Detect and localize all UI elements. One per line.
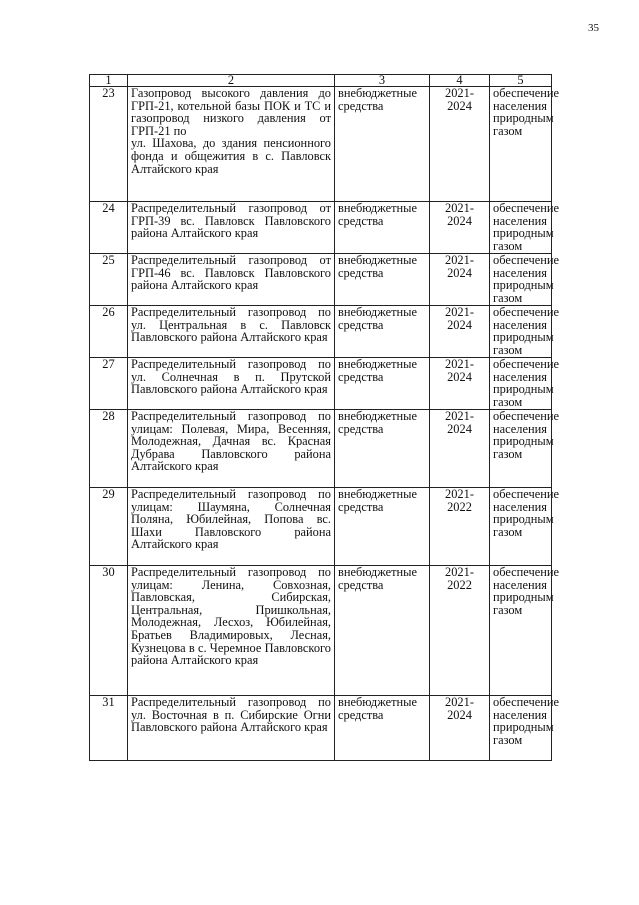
- purpose-text: обеспечение населения природным газом: [493, 565, 559, 617]
- object-name-text: Газопровод высокого давления до ГРП-21, котельной базы ПОК и ТС и газопровод низкого давления от ГРП-21 по ул. Шахова, до здания пенсионного фонда и общежития в с. Павловск Алтайского края: [131, 86, 331, 176]
- years-text: 2021- 2022: [445, 487, 474, 514]
- funding-source-cell: [335, 87, 430, 202]
- purpose-cell: [490, 357, 559, 410]
- object-name-text: Распределительный газопровод от ГРП-39 вс. Павловск Павловского района Алтайского края: [131, 201, 331, 241]
- row-number-cell: [90, 488, 128, 566]
- table-row: [90, 488, 552, 566]
- table-row: [90, 306, 552, 358]
- funding-source-text: внебюджетные средства: [338, 565, 417, 592]
- funding-source-cell: [335, 696, 430, 761]
- purpose-cell: [490, 201, 559, 254]
- object-name-cell: [128, 306, 335, 358]
- years-text: 2021- 2024: [445, 357, 474, 384]
- row-number-cell: [90, 358, 128, 410]
- object-name-cell: [128, 202, 335, 254]
- table-row: [90, 410, 552, 488]
- row-number-cell: [90, 696, 128, 761]
- years-text: 2021- 2024: [445, 305, 474, 332]
- header-col-2: 2: [128, 75, 335, 87]
- object-name-cell: [128, 488, 335, 566]
- purpose-text: обеспечение населения природным газом: [493, 695, 559, 747]
- purpose-text: обеспечение населения природным газом: [493, 253, 559, 305]
- funding-source-text: внебюджетные средства: [338, 357, 417, 384]
- funding-source-text: внебюджетные средства: [338, 487, 417, 514]
- table-row: [90, 566, 552, 696]
- purpose-cell: [490, 695, 559, 761]
- header-col-1: 1: [90, 75, 128, 87]
- years-text: 2021- 2024: [445, 201, 474, 228]
- table-row: [90, 254, 552, 306]
- object-name-text: Распределительный газопровод от ГРП-46 вс. Павловск Павловского района Алтайского края: [131, 253, 331, 293]
- years-text: 2021- 2024: [445, 86, 474, 113]
- row-number-text: 24: [102, 201, 115, 215]
- projects-table: [89, 73, 559, 761]
- object-name-text: Распределительный газопровод по ул. Восточная в п. Сибирские Огни Павловского района Алтайского края: [131, 695, 331, 735]
- object-name-cell: [128, 410, 335, 488]
- header-col-4: 4: [430, 75, 490, 87]
- purpose-cell: [490, 487, 559, 566]
- purpose-cell: [490, 565, 559, 696]
- years-cell: [430, 254, 490, 306]
- row-number-text: 23: [102, 86, 115, 100]
- purpose-text: обеспечение населения природным газом: [493, 357, 559, 409]
- funding-source-text: внебюджетные средства: [338, 305, 417, 332]
- row-number-cell: [90, 410, 128, 488]
- object-name-cell: [128, 358, 335, 410]
- funding-source-text: внебюджетные средства: [338, 253, 417, 280]
- purpose-cell: [490, 86, 559, 202]
- funding-source-text: внебюджетные средства: [338, 409, 417, 436]
- row-number-cell: [90, 87, 128, 202]
- row-number-text: 27: [102, 357, 115, 371]
- years-cell: [430, 410, 490, 488]
- table-row: [90, 358, 552, 410]
- row-number-cell: [90, 306, 128, 358]
- row-number-text: 25: [102, 253, 115, 267]
- header-col-3: 3: [335, 75, 430, 87]
- object-name-text: Распределительный газопровод по ул. Центральная в с. Павловск Павловского района Алтайского края: [131, 305, 331, 345]
- page-number: 35: [588, 22, 599, 34]
- purpose-text: обеспечение населения природным газом: [493, 86, 559, 138]
- object-name-text: Распределительный газопровод по ул. Солнечная в п. Прутской Павловского района Алтайского края: [131, 357, 331, 397]
- purpose-text: обеспечение населения природным газом: [493, 305, 559, 357]
- funding-source-cell: [335, 566, 430, 696]
- row-number-text: 26: [102, 305, 115, 319]
- years-text: 2021- 2022: [445, 565, 474, 592]
- object-name-cell: [128, 566, 335, 696]
- years-text: 2021- 2024: [445, 409, 474, 436]
- purpose-cell: [490, 409, 559, 488]
- funding-source-cell: [335, 306, 430, 358]
- years-cell: [430, 87, 490, 202]
- funding-source-cell: [335, 358, 430, 410]
- funding-source-text: внебюджетные средства: [338, 695, 417, 722]
- years-text: 2021- 2024: [445, 695, 474, 722]
- purpose-cell: [490, 305, 559, 358]
- funding-source-text: внебюджетные средства: [338, 201, 417, 228]
- years-cell: [430, 358, 490, 410]
- row-number-cell: [90, 566, 128, 696]
- years-text: 2021- 2024: [445, 253, 474, 280]
- table-row: [90, 202, 552, 254]
- purpose-text: обеспечение населения природным газом: [493, 487, 559, 539]
- row-number-text: 29: [102, 487, 115, 501]
- header-col-5: 5: [490, 75, 552, 87]
- object-name-text: Распределительный газопровод по улицам: Полевая, Мира, Весенняя, Молодежная, Дачная вс. Красная Дубрава Павловского района Алтайского края: [131, 409, 331, 474]
- object-name-cell: [128, 87, 335, 202]
- funding-source-cell: [335, 488, 430, 566]
- table-row: [90, 87, 552, 202]
- purpose-text: обеспечение населения природным газом: [493, 201, 559, 253]
- row-number-text: 31: [102, 695, 115, 709]
- funding-source-cell: [335, 254, 430, 306]
- years-cell: [430, 488, 490, 566]
- funding-source-cell: [335, 202, 430, 254]
- table-body: [90, 86, 559, 761]
- row-number-text: 28: [102, 409, 115, 423]
- object-name-text: Распределительный газопровод по улицам: Ленина, Совхозная, Павловская, Сибирская, Центральная, Пришкольная, Молодежная, Лесхоз, Юбилейная, Братьев Владимировых, Лесная, Кузнецова в с. Черемное Павловского района Алтайского края: [131, 565, 331, 668]
- header-row: [90, 75, 552, 87]
- years-cell: [430, 696, 490, 761]
- table-row: [90, 696, 552, 761]
- funding-source-cell: [335, 410, 430, 488]
- funding-source-text: внебюджетные средства: [338, 86, 417, 113]
- row-number-cell: [90, 254, 128, 306]
- object-name-text: Распределительный газопровод по улицам: Шаумяна, Солнечная Поляна, Юбилейная, Попова вс. Шахи Павловского района Алтайского края: [131, 487, 331, 552]
- row-number-text: 30: [102, 565, 115, 579]
- years-cell: [430, 566, 490, 696]
- purpose-text: обеспечение населения природным газом: [493, 409, 559, 461]
- row-number-cell: [90, 202, 128, 254]
- years-cell: [430, 306, 490, 358]
- years-cell: [430, 202, 490, 254]
- object-name-cell: [128, 696, 335, 761]
- object-name-cell: [128, 254, 335, 306]
- purpose-cell: [490, 253, 559, 306]
